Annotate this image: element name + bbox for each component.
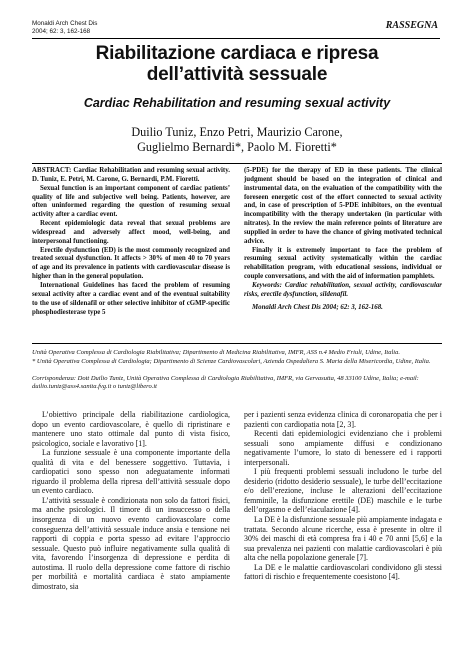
abstract-citation: Monaldi Arch Chest Dis 2004; 62: 3, 162-168. xyxy=(252,303,383,311)
abstract-paragraph: Sexual function is an important component of cardiac patients’ quality of life and subjective well being. Patients, however, are often uninformed regarding the question of resuming sexual activity after a cardiac event. xyxy=(32,184,230,219)
body-paragraph: per i pazienti senza evidenza clinica di coronaropatia che per i pazienti con cardiopatia nota [2, 3]. xyxy=(244,410,442,429)
abstract-left-column xyxy=(32,167,230,317)
abstract-bottom-rule xyxy=(32,343,442,344)
body-paragraph: Recenti dati epidemiologici evidenziano che i problemi sessuali sono ampiamente diffusi e condizionano negativamente l’umore, lo stato di benessere ed i rapporti interpersonali. xyxy=(244,429,442,467)
section-label: RASSEGNA xyxy=(385,20,438,31)
journal-issue: 2004; 62: 3, 162-168 xyxy=(32,27,91,35)
body-paragraph: La DE è la disfunzione sessuale più ampiamente indagata e trattata. Secondo alcune ricerche, essa è presente in oltre il 30% dei maschi di età compresa fra i 40 e 70 anni [5,6] e la sua prevalenza nei pazienti con malattie cardiovascolari è più alta che nella popolazione generale [7]. xyxy=(244,515,442,563)
body-paragraph: La funzione sessuale è una componente importante della qualità di vita e del benessere soggettivo. Tuttavia, i cardiopatici sono spesso non adeguatamente informati riguardo il problema della ripresa dell’attività sessuale dopo un evento cardiaco. xyxy=(32,448,230,496)
abstract-heading: ABSTRACT: Cardiac Rehabilitation and resuming sexual activity. D. Tuniz, E. Petri, M. Carone, G. Bernardi, P.M. Fioretti. xyxy=(32,167,230,183)
article-subtitle: Cardiac Rehabilitation and resuming sexual activity xyxy=(83,96,391,110)
affiliation-2: * Unità Operativa Complessa di Cardiologia; Dipartimento di Scienze Cardiovascolari, Azienda Ospedaliera S. Maria della Misericordia, Udine, Italia. xyxy=(32,357,431,365)
body-right-column xyxy=(244,410,442,582)
body-paragraph: I più frequenti problemi sessuali includono le turbe del desiderio (ridotto desiderio sessuale), le turbe dell’eccitazione e/o dell’erezione, incluse le alterazioni dell’eccitazione femminile, la disfunzione erettile (DE) maschile e le turbe dell’orgasmo e dell’eiaculazione [4]. xyxy=(244,467,442,515)
body-paragraph: L’attività sessuale è condizionata non solo da fattori fisici, ma anche psicologici. Il timore di un insuccesso o della insorgenza di un nuovo evento cardiovascolare come conseguenza dell’attività sessuale induce ansia e tensione nei rapporti di coppia e porta spesso ad evitare l’approccio sessuale. Questo può influire negativamente sulla qualità di vita, favorendo l’insorgenza di depressione e perdita di autostima. Il ruolo della depressione come fattore di rischio per morbilità e mortalità cardiaca è stato ampiamente dimostrato, sia xyxy=(32,495,230,591)
author-list xyxy=(32,125,442,155)
journal-name: Monaldi Arch Chest Dis xyxy=(32,20,98,27)
journal-citation xyxy=(32,20,97,35)
abstract-top-rule xyxy=(32,163,442,164)
correspondence: Corrispondenza: Dott Duilio Tuniz, Unità Operativa Complessa di Cardiologia Riabilitativa, IMFR, via Gervasutta, 48 33100 Udine, Italia; e-mail: duilio.tuniz@ass4.sanita.fvg.it o tuniz@libero.it xyxy=(32,374,419,391)
body-left-column xyxy=(32,410,230,591)
abstract-right-column xyxy=(244,167,442,313)
abstract-paragraph: Recent epidemiologic data reveal that sexual problems are widespread and adversely affect mood, well-being, and interpersonal functioning. xyxy=(32,220,230,245)
abstract-paragraph: (5-PDE) for the therapy of ED in these patients. The clinical judgment should be based on the integration of clinical and instrumental data, on the evaluation of the compatibility with the foreseen energetic cost of the effort connected to sexual activity and, in case of prescription of 5-PDE inhibitors, on the eventual incompatibility with the therapy undertaken (in particular with nitrates). In the review the main reference points of literature are supplied in order to have the chance of giving motivated technical advice. xyxy=(244,167,442,245)
authors-line-2: Guglielmo Bernardi*, Paolo M. Fioretti* xyxy=(137,140,337,154)
abstract-paragraph: Erectile dysfunction (ED) is the most commonly recognized and treated sexual dysfunction. It affects > 30% of men 40 to 70 years of age and its prevalence in patients with cardiovascular disease is higher than in the general population. xyxy=(32,246,230,281)
abstract-paragraph: International Guidelines has faced the problem of resuming sexual activity after a cardiac event and of the eventual suitability to the use of sildenafil or other selective inhibitor of cGMP-specific phosphodiesterase type 5 xyxy=(32,281,230,316)
body-paragraph: L’obiettivo principale della riabilitazione cardiologica, dopo un evento cardiovascolare, è quello di ripristinare e mantenere uno stato ottimale dal punto di vista fisico, psicologico, sociale e lavorativo [1]. xyxy=(32,410,230,448)
abstract-paragraph: Finally it is extremely important to face the problem of resuming sexual activity systematically within the cardiac rehabilitation program, with educational sessions, individual or couple conversations, and with the aid of information pamphlets. xyxy=(244,246,442,281)
body-paragraph: La DE e le malattie cardiovascolari condividono gli stessi fattori di rischio e frequentemente coesistono [4]. xyxy=(244,562,442,582)
article-title xyxy=(40,43,434,85)
authors-line-1: Duilio Tuniz, Enzo Petri, Maurizio Carone, xyxy=(131,125,343,139)
header-rule xyxy=(32,38,440,39)
title-line-1: Riabilitazione cardiaca e ripresa xyxy=(95,43,379,64)
affiliation-1: Unità Operativa Complessa di Cardiologia Riabilitativa; Dipartimento di Medicina Riabilitativa, IMFR, ASS n.4 Medio Friuli, Udine, Italia. xyxy=(32,349,400,356)
affiliations xyxy=(32,349,442,392)
title-line-2: dell’attività sessuale xyxy=(146,64,328,85)
abstract-keywords: Keywords: Cardiac rehabilitation, sexual activity, cardiovascular risks, erectile dysfunction, sildenafil. xyxy=(244,281,442,298)
